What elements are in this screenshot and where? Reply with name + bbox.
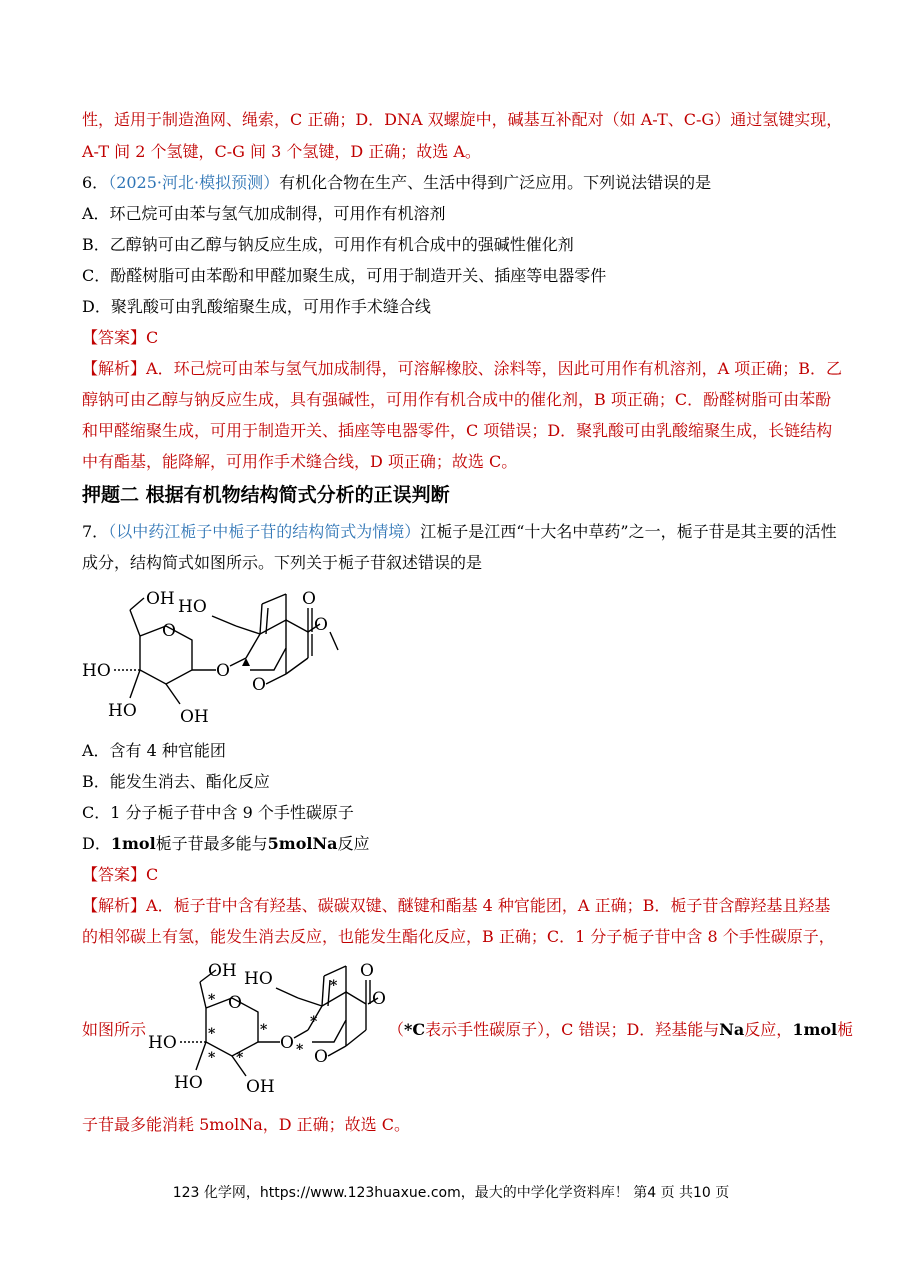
geniposide-structure-figure bbox=[80, 586, 340, 732]
analysis-continuation-line-2: A-T 间 2 个氢键，C-G 间 3 个氢键，D 正确；故选 A。 bbox=[82, 142, 481, 161]
option-b: B．能发生消去、酯化反应 bbox=[82, 772, 270, 791]
option-text: 反应 bbox=[337, 834, 370, 853]
glycosidic-oxygen-label: O bbox=[280, 1033, 294, 1053]
chiral-marker: * bbox=[296, 1042, 304, 1058]
hydroxyl-label: HO bbox=[148, 1033, 177, 1053]
answer-tag: 【答案】 bbox=[82, 865, 147, 884]
chiral-carbon-structure-figure bbox=[146, 958, 386, 1098]
chiral-marker: * bbox=[208, 1026, 216, 1042]
analysis-tag: 【解析】 bbox=[82, 359, 147, 378]
hydroxyl-label: HO bbox=[178, 597, 207, 617]
page-footer: 123 化学网，https://www.123huaxue.com，最大的中学化学资料库！ 第4 页 共10 页 bbox=[172, 1185, 730, 1201]
question-number: 6． bbox=[82, 173, 109, 192]
question-7-stem-line-1 bbox=[82, 522, 837, 542]
carbonyl-oxygen-label: O bbox=[302, 589, 316, 609]
analysis-line-2: 醇钠可由乙醇与钠反应生成，具有强碱性，可用作有机合成中的催化剂，B 项正确；C．酚醛树脂可由苯酚 bbox=[82, 390, 832, 409]
ring-oxygen-label: O bbox=[228, 993, 242, 1013]
amount: 1mol bbox=[110, 834, 156, 853]
option-b: B．乙醇钠可由乙醇与钠反应生成，可用作有机合成中的强碱性催化剂 bbox=[82, 235, 574, 254]
hydroxyl-label: OH bbox=[146, 589, 175, 609]
hydroxyl-label: HO bbox=[244, 969, 273, 989]
question-6-stem bbox=[82, 173, 711, 193]
question-text: 有机化合物在生产、生活中得到广泛应用。下列说法错误的是 bbox=[279, 173, 712, 192]
amount: 5molNa bbox=[267, 834, 338, 853]
option-c: C．1 分子栀子苷中含 9 个手性碳原子 bbox=[82, 803, 354, 822]
sodium-symbol: Na bbox=[719, 1020, 745, 1039]
question-source: （2025·河北·模拟预测） bbox=[108, 173, 280, 192]
glycosidic-oxygen-label: O bbox=[216, 661, 230, 681]
option-c: C．酚醛树脂可由苯酚和甲醛加聚生成，可用于制造开关、插座等电器零件 bbox=[82, 266, 607, 285]
paren: （ bbox=[388, 1020, 405, 1039]
option-a: A．含有 4 种官能团 bbox=[82, 741, 226, 760]
answer-line bbox=[82, 865, 158, 885]
hydroxyl-label: HO bbox=[108, 701, 137, 721]
chiral-carbon-symbol: *C bbox=[404, 1020, 426, 1039]
answer-line bbox=[82, 328, 158, 348]
question-number: 7． bbox=[82, 522, 109, 541]
hydroxyl-label: OH bbox=[208, 961, 237, 981]
analysis-line-2: 的相邻碳上有氢，能发生消去反应，也能发生酯化反应，B 正确；C．1 分子栀子苷中含 8 个手性碳原子， bbox=[82, 927, 835, 946]
chiral-marker: * bbox=[208, 1050, 216, 1066]
ester-oxygen-label: O bbox=[372, 989, 386, 1009]
note-text: 反应， bbox=[744, 1020, 793, 1039]
hydroxyl-label: HO bbox=[82, 661, 111, 681]
chiral-marker: * bbox=[208, 992, 216, 1008]
option-d: D．聚乳酸可由乳酸缩聚生成，可用作手术缝合线 bbox=[82, 297, 431, 316]
answer-value: C bbox=[146, 865, 159, 884]
note-text: 栀 bbox=[837, 1020, 854, 1039]
hydroxyl-label: OH bbox=[246, 1077, 275, 1097]
amount: 1mol bbox=[792, 1020, 838, 1039]
option-a: A．环己烷可由苯与氢气加成制得，可用作有机溶剂 bbox=[82, 204, 446, 223]
ring-oxygen-label: O bbox=[252, 675, 266, 695]
option-d bbox=[82, 834, 370, 854]
analysis-line-1 bbox=[82, 359, 842, 379]
question-text: 江栀子是江西“十大名中草药”之一，栀子苷是其主要的活性 bbox=[420, 522, 837, 541]
hydroxyl-label: HO bbox=[174, 1073, 203, 1093]
ring-oxygen-label: O bbox=[162, 621, 176, 641]
figure-caption-prefix: 如图所示 bbox=[82, 1020, 147, 1039]
analysis-tag: 【解析】 bbox=[82, 896, 147, 915]
note-text: 表示手性碳原子），C 错误；D．羟基能与 bbox=[425, 1020, 720, 1039]
analysis-continuation-line-1: 性，适用于制造渔网、绳索，C 正确；D．DNA 双螺旋中，碱基互补配对（如 A-T、C-G）通过氢键实现， bbox=[82, 110, 843, 129]
ring-oxygen-label: O bbox=[314, 1047, 328, 1067]
question-source: （以中药江栀子中栀子苷的结构简式为情境） bbox=[108, 522, 421, 541]
chiral-marker: * bbox=[236, 1050, 244, 1066]
analysis-text: A．栀子苷中含有羟基、碳碳双键、醚键和酯基 4 种官能团，A 正确；B．栀子苷含醇羟基且羟基 bbox=[146, 896, 831, 915]
figure-note bbox=[388, 1020, 853, 1040]
option-label: D． bbox=[82, 834, 111, 853]
analysis-text: A．环己烷可由苯与氢气加成制得，可溶解橡胶、涂料等，因此可用作有机溶剂，A 项正确；B．乙 bbox=[146, 359, 842, 378]
chiral-marker: * bbox=[330, 978, 338, 994]
analysis-line-4: 中有酯基，能降解，可用作手术缝合线，D 项正确；故选 C。 bbox=[82, 452, 518, 471]
analysis-line-1 bbox=[82, 896, 830, 916]
analysis-line-3: 和甲醛缩聚生成，可用于制造开关、插座等电器零件，C 项错误；D．聚乳酸可由乳酸缩聚生成，长链结构 bbox=[82, 421, 833, 440]
chiral-marker: * bbox=[310, 1014, 318, 1030]
option-text: 栀子苷最多能与 bbox=[155, 834, 268, 853]
ester-oxygen-label: O bbox=[314, 615, 328, 635]
answer-value: C bbox=[146, 328, 159, 347]
analysis-last-line: 子苷最多能消耗 5molNa，D 正确；故选 C。 bbox=[82, 1115, 410, 1134]
chiral-marker: * bbox=[260, 1022, 268, 1038]
section-heading: 押题二 根据有机物结构简式分析的正误判断 bbox=[82, 484, 450, 506]
carbonyl-oxygen-label: O bbox=[360, 961, 374, 981]
answer-tag: 【答案】 bbox=[82, 328, 147, 347]
question-7-stem-line-2: 成分，结构简式如图所示。下列关于栀子苷叙述错误的是 bbox=[82, 553, 483, 572]
hydroxyl-label: OH bbox=[180, 707, 209, 727]
